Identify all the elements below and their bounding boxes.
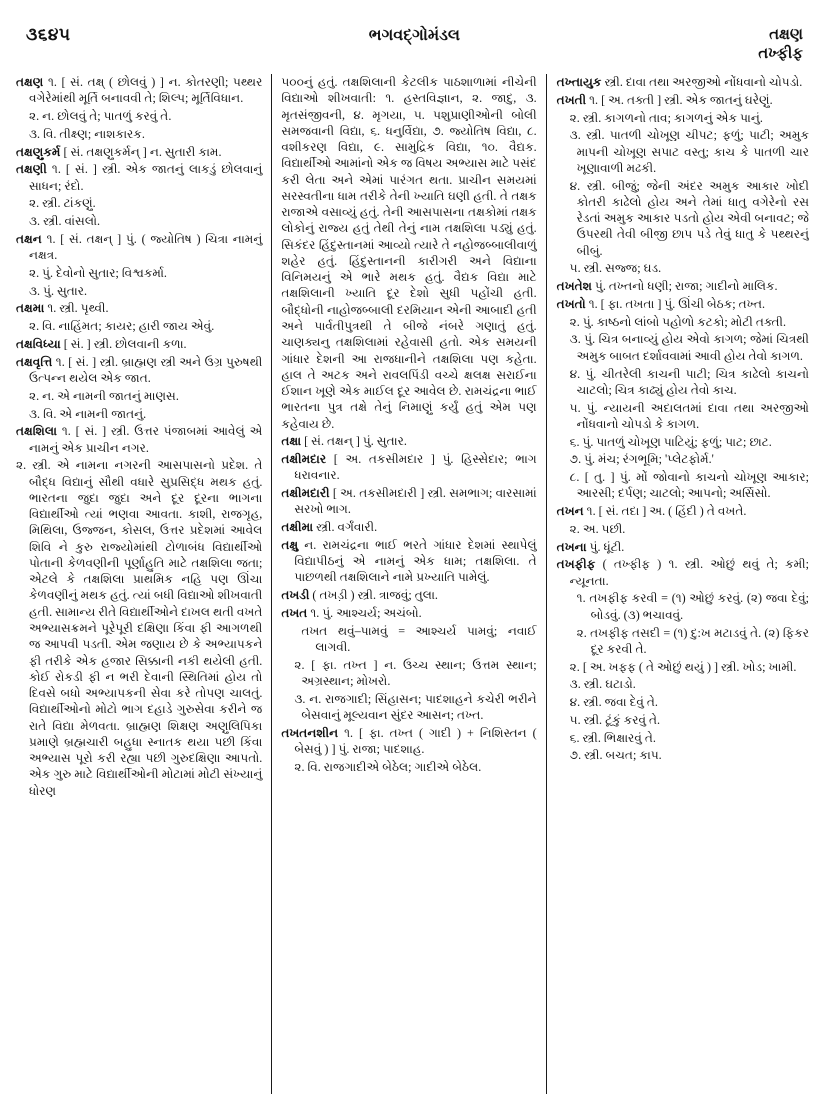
entry-headword: તખતી xyxy=(556,92,587,107)
text-column-2 xyxy=(272,74,545,1094)
dictionary-entry xyxy=(557,92,809,108)
entry-headword: તક્ષવિધ્યા xyxy=(16,336,61,351)
entry-headword: તખત xyxy=(281,606,308,620)
dictionary-entry xyxy=(281,725,536,758)
entry-headword: તક્ષણ xyxy=(16,75,44,89)
entry-sense: ૬. પું. પાતળું ચોખૂણ પાટિયું; ફળું; પાટ; છાટ. xyxy=(569,434,772,449)
dictionary-entry xyxy=(16,423,262,456)
entry-definition: ૧. [ અ. તક્તી ] સ્ત્રી. એક જાતનું ઘરેણું. xyxy=(586,92,773,107)
entry-sense: ૫. સ્ત્રી. સજ્જ; ઘડ. xyxy=(569,261,662,276)
dictionary-entry xyxy=(16,300,262,316)
text-column-3 xyxy=(547,74,809,1094)
entry-sense: ૨. સ્ત્રી. ટાંકણું. xyxy=(29,196,96,211)
dictionary-entry xyxy=(281,433,536,449)
entry-sense: ૬. સ્ત્રી. ભિક્ષારવું તે. xyxy=(569,730,656,745)
dictionary-entry xyxy=(557,74,809,90)
entry-definition: ૧. [ સં. ] સ્ત્રી. એક જાતનું લાકડું છોલવાનું સાધન; રંદો. xyxy=(29,162,263,193)
entry-sense: ૭. સ્ત્રી. બચત; કાપ. xyxy=(569,748,662,763)
entry-sense: ૨. પું. કાષ્ઠનો લાંબો પહોળો કટકો; મોટી તક્તી. xyxy=(569,314,786,329)
entry-definition: [ અ. તકસીમદાર ] પું. હિસ્સેદાર; ભાગ ધરાવનાર. xyxy=(294,452,537,483)
entry-definition: ( તખડ઼ી ) સ્ત્રી. ત્રાજવું; તુલા. xyxy=(309,588,438,603)
entry-sense: ૩. સ્ત્રી. પાતળી ચોખૂણ ચીપટ; ફળું; પાટી; અમુક માપની ચોખૂણ સપાટ વસ્તુ; કાચ કે પાતળી ચાર ખૂણાવાળી મઢકી. xyxy=(569,128,809,175)
entry-definition: [ સં. ] સ્ત્રી. છોલવાની કળા. xyxy=(60,336,187,351)
entry-example: તખત થવું–પામવું = આશ્ચર્ય પામવું; નવાઈ લાગવી. xyxy=(301,623,537,655)
entry-definition: [ સં. તક્ષન્ ] પું. સુતાર. xyxy=(301,434,407,449)
entry-definition: [ સં. તક્ષણુકર્મન્ ] ન. સુતારી કામ. xyxy=(60,144,222,159)
entry-definition: પું. તખ્તનો ધણી; રાજા; ગાદીનો માલિક. xyxy=(591,279,778,294)
dictionary-entry xyxy=(16,336,262,352)
entry-sense: ૫. પું. ન્યાયની અદાલતમાં દાવા તથા અરજીઓ નોંધવાનો ચોપડો કે કાગળ. xyxy=(569,400,809,431)
page-header xyxy=(16,26,809,72)
entry-headword: તક્ષશિલા xyxy=(16,424,57,439)
entry-headword: તખતનશીન xyxy=(281,725,339,740)
entry-sense: ૨. [ અ. ખફફ ( તે ઓછું થયું ) ] સ્ત્રી. ખોડ; ખામી. xyxy=(569,659,797,674)
entry-sense: ૮. [ તુ. ] પું. મોં જોવાનો કાચનો ચોખૂણ આકાર; આરસી; દર્પણ; ચાટલો; આપનો; અર્સિસો. xyxy=(569,470,809,501)
entry-definition: ૧. [ સં. તક્ષન્ ] પું. ( જ્યોતિષ ) ચિત્રા નામનું નક્ષત્ર. xyxy=(29,231,263,263)
entry-headword: તખફીફ xyxy=(556,557,596,572)
entry-sense: ૨. વિ. રાજગાદીએ બેઠેલ; ગાદીએ બેઠેલ. xyxy=(294,759,482,774)
entry-definition: પું. ધૂંટી. xyxy=(586,539,625,554)
entry-headword: તક્ષણી xyxy=(16,162,47,177)
entry-headword: તક્ષમા xyxy=(16,301,45,316)
entry-definition: ૧. [ ફા. તખ્ત ( ગાદી ) + નિશિસ્તન ( બેસવું ) ] પું. રાજા; પાદશાહ. xyxy=(294,725,537,757)
text-column-1 xyxy=(16,74,271,1094)
entry-paragraph: ૨. સ્ત્રી. એ નામના નગરની આસપાસનો પ્રદેશ. તે બૌદ્ધ વિદ્યાનું સૌથી વધારે સુપ્રસિદ્ધ મથક હતું. ભારતના જુદા જુદા અને દૂર દૂરના ભાગના વિદ્યાર્થીઓ ત્યાં ભણવા આવતા. કાશી, રાજગૃહ, મિથિલા, ઉજ્જન, કોસલ, ઉત્તર પ્રદેશમાં આવેલ શિવિ ને કુરુ રાજ્યોમાંથી ટોળાબંધ વિદ્યાર્થીઓ પોતાની કેળવણીની પૂર્ણાહુતિ માટે તક્ષશિલા જતા; એટલે કે તક્ષશિલા પ્રાથમિક નહિ પણ ઊંચા કેળવણીનું મથક હતું. ત્યાં બધી વિદ્યાઓ શીખવાતી હતી. સામાન્ય રીતે વિદ્યાર્થીઓને દાખલ થતી વખતે અભ્યાસક્રમને પૂરેપૂરી દક્ષિણા કિંવા ફી આગળથી જ આપવી પડતી. એમ જણાય છે કે અભ્યાપકને ફી તરીકે એક હજાર સિક્કાની નકી થયેલી હતી. કોઈ રોકડી ફી ન ભરી દેવાની સ્થિતિમાં હોય તો દિવસે બધો અભ્યાપકની સેવા કરે તોપણ ચાલતું. વિદ્યાર્થીઓનો મોટો ભાગ દહાડે ગુરુસેવા કરીને જ રાતે વિદ્યા મેળવતા. બ્રાહ્મણ શિક્ષણ અણુલિપિકા પ્રમાણે બ્રહ્મચારી બહુધા સ્નાતક થયા પછી કિંવા અભ્યાસ પૂરો કરી રહ્યા પછી ગુરુદક્ષિણા આપતો. એક ગુરુ માટે વિદ્યાર્થીઓની મોટામાં મોટી સંખ્યાનું ધોરણ xyxy=(16,458,263,798)
dictionary-entry xyxy=(281,519,536,535)
guide-words xyxy=(758,26,803,64)
entry-definition: ૧. [ સં. તદા ] અ. ( હિંદી ) તે વખતે. xyxy=(583,504,747,519)
dictionary-entry xyxy=(16,231,262,264)
dictionary-entry xyxy=(281,451,536,484)
entry-headword: તખના xyxy=(556,539,587,554)
entry-sense: ૨. સ્ત્રી. કાગળનો તાવ; કાગળનું એક પાનું. xyxy=(569,110,763,125)
entry-example: ૨. તખફીફ તસદી = (૧) દુ:ખ મટાડવું તે. (૨) ફિકર દૂર કરવી તે. xyxy=(576,625,809,656)
entry-headword: તખતેશ xyxy=(556,279,592,294)
entry-definition: [ અ. તકસીમદારી ] સ્ત્રી. સમભાગ; વારસામાં સરખો ભાગ. xyxy=(294,486,537,517)
entry-sense: ૩. પું. ચિત્ર બનાવ્યું હોય એવો કાગળ; જેમાં ચિત્રથી અમુક બાબત દર્શાવવામાં આવી હોય તેવો કાગળ. xyxy=(569,332,809,363)
entry-definition: ૧. [ ફા. તખતા ] પું. ઊંચી બેઠક; તખ્ત. xyxy=(585,296,766,311)
dictionary-entry xyxy=(281,537,536,586)
entry-sense: ૨. ન. એ નામની જાતનું માણસ. xyxy=(29,388,179,403)
dictionary-entry xyxy=(557,539,809,555)
entry-definition: ન. રામચંદ્રના ભાઈ ભરતે ગાંધાર દેશમાં સ્થાપેલું વિદ્યાપીઠનું એ નામનું એક ધામ; તક્ષશિલા. તે પાછળથી તક્ષશિલાને નામે પ્રખ્યાતિ પામેલું. xyxy=(294,537,537,585)
entry-sense: ૫. સ્ત્રી. ટૂંકું કરવું તે. xyxy=(569,712,661,727)
guide-word-top: તક્ષણ xyxy=(769,27,803,43)
entry-headword: તખન xyxy=(556,504,584,519)
entry-sense: ૩. પું. સુતાર. xyxy=(29,283,88,298)
entry-sense: ૨. [ ફા. તખ્ત ] ન. ઉચ્ચ સ્થાન; ઉત્તમ સ્થાન; અગ્રસ્થાન; મોખરો. xyxy=(294,657,537,689)
entry-headword: તક્ષવૃત્તિ xyxy=(16,354,53,369)
dictionary-entry xyxy=(16,74,262,107)
entry-sense: ૨. વિ. નાહિંમત; કાયર; હારી જાય એવું. xyxy=(29,319,215,334)
entry-headword: તખતો xyxy=(556,296,586,311)
dictionary-entry xyxy=(281,605,536,621)
entry-headword: તક્ષા xyxy=(281,434,302,449)
entry-headword: તક્ષણુકર્મ xyxy=(16,144,61,159)
dictionary-entry xyxy=(557,503,809,519)
entry-sense: ૪. સ્ત્રી. બીજું; જેની અંદર અમુક આકાર ખોદી કોતરી કાઢેલો હોય અને તેમાં ધાતુ વગેરેનો રસ રેડતાં અમુક આકાર પડતો હોય એવી બનાવટ; જે ઉપરથી તેવી બીજી છાપ પડે તેવું ધાતુ કે પથ્થરનું બીબું. xyxy=(569,178,809,258)
entry-sense: ૩. સ્ત્રી. ઘટાડો. xyxy=(569,677,636,692)
dictionary-entry xyxy=(557,296,809,312)
entry-sense: ૪. પું. ચીતરેલી કાચની પાટી; ચિત્ર કાઢેલો કાચનો ચાટલો; ચિત્ર કાઢ્યું હોય તેવો કાચ. xyxy=(569,366,809,397)
entry-sense: ૩. સ્ત્રી. વાંસલો. xyxy=(29,214,101,229)
entry-sense: ૩. વિ. તીક્ષ્ણ; નાશકારક. xyxy=(29,126,145,141)
entry-sense: ૭. પું. મંચ; રંગભૂમિ; 'પ્લેટફોર્મ.' xyxy=(569,452,714,467)
guide-word-bottom: તખ્ફીફ xyxy=(758,45,803,62)
entry-sense: ૨. પું. દેવોનો સુતાર; વિશ્વકર્મા. xyxy=(29,265,167,280)
entry-headword: તક્ષીમદારી xyxy=(281,486,330,501)
entry-headword: તખડી xyxy=(281,588,310,603)
dictionary-title: ભગવદ્ગોમંડલ xyxy=(368,27,461,44)
dictionary-entry xyxy=(16,354,262,387)
entry-definition: સ્ત્રી. વર્ગંવારી. xyxy=(313,520,378,535)
entry-example: ૧. તખફીફ કરવી = (૧) ઓછું કરવું. (૨) જવા દેવું; બોડવું. (૩) ભચાવવું. xyxy=(576,591,809,622)
page-number: ૩૬૪૫ xyxy=(26,25,71,44)
entry-sense: ૨. ન. છોલવું તે; પાતળું કરવું તે. xyxy=(29,109,172,124)
entry-continuation: ૫૦૦નું હતું. તક્ષશિલાની કેટલીક પાઠશાળામાં નીચેની વિદ્યાઓ શીખવાતી: ૧. હસ્તવિજ્ઞાન, ૨. જાદુ, ૩. મૃતસંજીવની, ૪. મૃગયા, ૫. પશુપ્રાણીઓની બોલી સમજવાની વિદ્યા, ૬. ધનુર્વિદ્યા, ૭. જ્યોતિષ વિદ્યા, ૮. વશીકરણ વિદ્યા, ૯. સામુદ્રિક વિદ્યા, ૧૦. વૈદ્યક. વિદ્યાર્થીઓ આમાંનો એક જ વિષય અભ્યાસ માટે પસંદ કરી લેતા અને એમાં પારંગત થતા. પ્રાચીન સમયમાં સરસ્વતીના ધામ તરીકે તેની ખ્યાતિ ઘણી હતી. તે તક્ષક રાજાએ વસાવ્યું હતું. તેની આસપાસના તક્ષકોમાં તક્ષક લોકોનું રાજ્ય હતું તેથી તેનું નામ તક્ષશિલા પડ્યું હતું. સિકંદર હિંદુસ્તાનમાં આવ્યો ત્યારે તે નહોજબ્બાલીવાળું શહેર હતું. હિંદુસ્તાનની કારીગરી અને વિદ્યાના વિનિમયનું એ ભારે મથક હતું. વૈદ્યક વિદ્યા માટે તક્ષશિલાની ખ્યાતિ દૂર દેશો સુધી પહોંચી હતી. બૌદ્ધોની નાહોજબ્બાલી દરમિયાન એની આબાદી હતી અને પાર્વતીપુત્રથી તે બીજે નંબરે ગણાતું હતું. ચાણક્યનુ તક્ષશિલામાં રહેવાસી હતો. એક સમયની ગાંધાર દેશની આ રાજધાનીને તક્ષશિલા પણ કહેતા. હાલ તે અટક અને રાવલપિંડી વચ્ચે ક્ષલક્ષ સરાઈના ઈશાન ખૂણે એક માઈલ દૂર આવેલ છે. રામચંદ્રના ભાઈ ભારતના પુત્ર તક્ષે તેનું નિમાણું કર્યું હતું એમ પણ કહેવાય છે. xyxy=(281,75,537,431)
entry-sense: ૩. વિ. એ નામની જાતનું. xyxy=(29,406,147,421)
entry-headword: તક્ષુ xyxy=(281,537,299,552)
dictionary-entry xyxy=(16,144,262,160)
entry-sense: ૩. ન. રાજગાદી; સિંહાસન; પાદશાહને કચેરી ભરીને બેસવાનું મૂલ્યવાન સુંદર આસન; તખ્ત. xyxy=(294,691,537,723)
entry-definition: ૧. [ સં. તક્ષ્ ( છોલવું ) ] ન. કોતરણી; પથ્થર વગેરેમાંથી મૂર્તિ બનાવવી તે; શિલ્પ; મૂર્તિવિધાન. xyxy=(29,75,263,106)
entry-headword: તખ્તાયુક xyxy=(556,75,602,89)
dictionary-entry xyxy=(557,556,809,589)
entry-definition: ૧. સ્ત્રી. પૃથ્વી. xyxy=(44,301,109,316)
entry-sense: ૨. અ. પછી. xyxy=(569,521,626,536)
entry-headword: તક્ષન xyxy=(16,231,42,246)
column-container xyxy=(16,74,809,1094)
dictionary-entry xyxy=(281,485,536,518)
entry-definition: સ્ત્રી. દાવા તથા અરજીઓ નોંધવાનો ચોપડો. xyxy=(601,75,803,89)
dictionary-entry xyxy=(16,161,262,194)
entry-headword: તક્ષીમા xyxy=(281,520,314,535)
entry-definition: ૧. [ સં. ] સ્ત્રી. બ્રાહ્મણ સ્ત્રી અને ઉગ્ર પુરુષથી ઉત્પન્ન થયેલ એક જાત. xyxy=(29,354,263,386)
entry-headword: તક્ષીમદાર xyxy=(281,452,327,467)
entry-definition: ૧. [ સં. ] સ્ત્રી. ઉત્તર પંજાબમાં આવેલું એ નામનું એક પ્રાચીન નગર. xyxy=(29,424,263,455)
entry-definition: ૧. પું. આશ્ચર્ય; અચંબો. xyxy=(307,606,422,620)
entry-sense: ૪. સ્ત્રી. જવા દેવું તે. xyxy=(569,695,658,710)
entry-definition: ( તખ્ફીફ ) ૧. સ્ત્રી. ઓછું થવું તે; કમી; ન્યૂનતા. xyxy=(569,557,809,588)
dictionary-entry xyxy=(281,587,536,603)
dictionary-entry xyxy=(557,278,809,294)
